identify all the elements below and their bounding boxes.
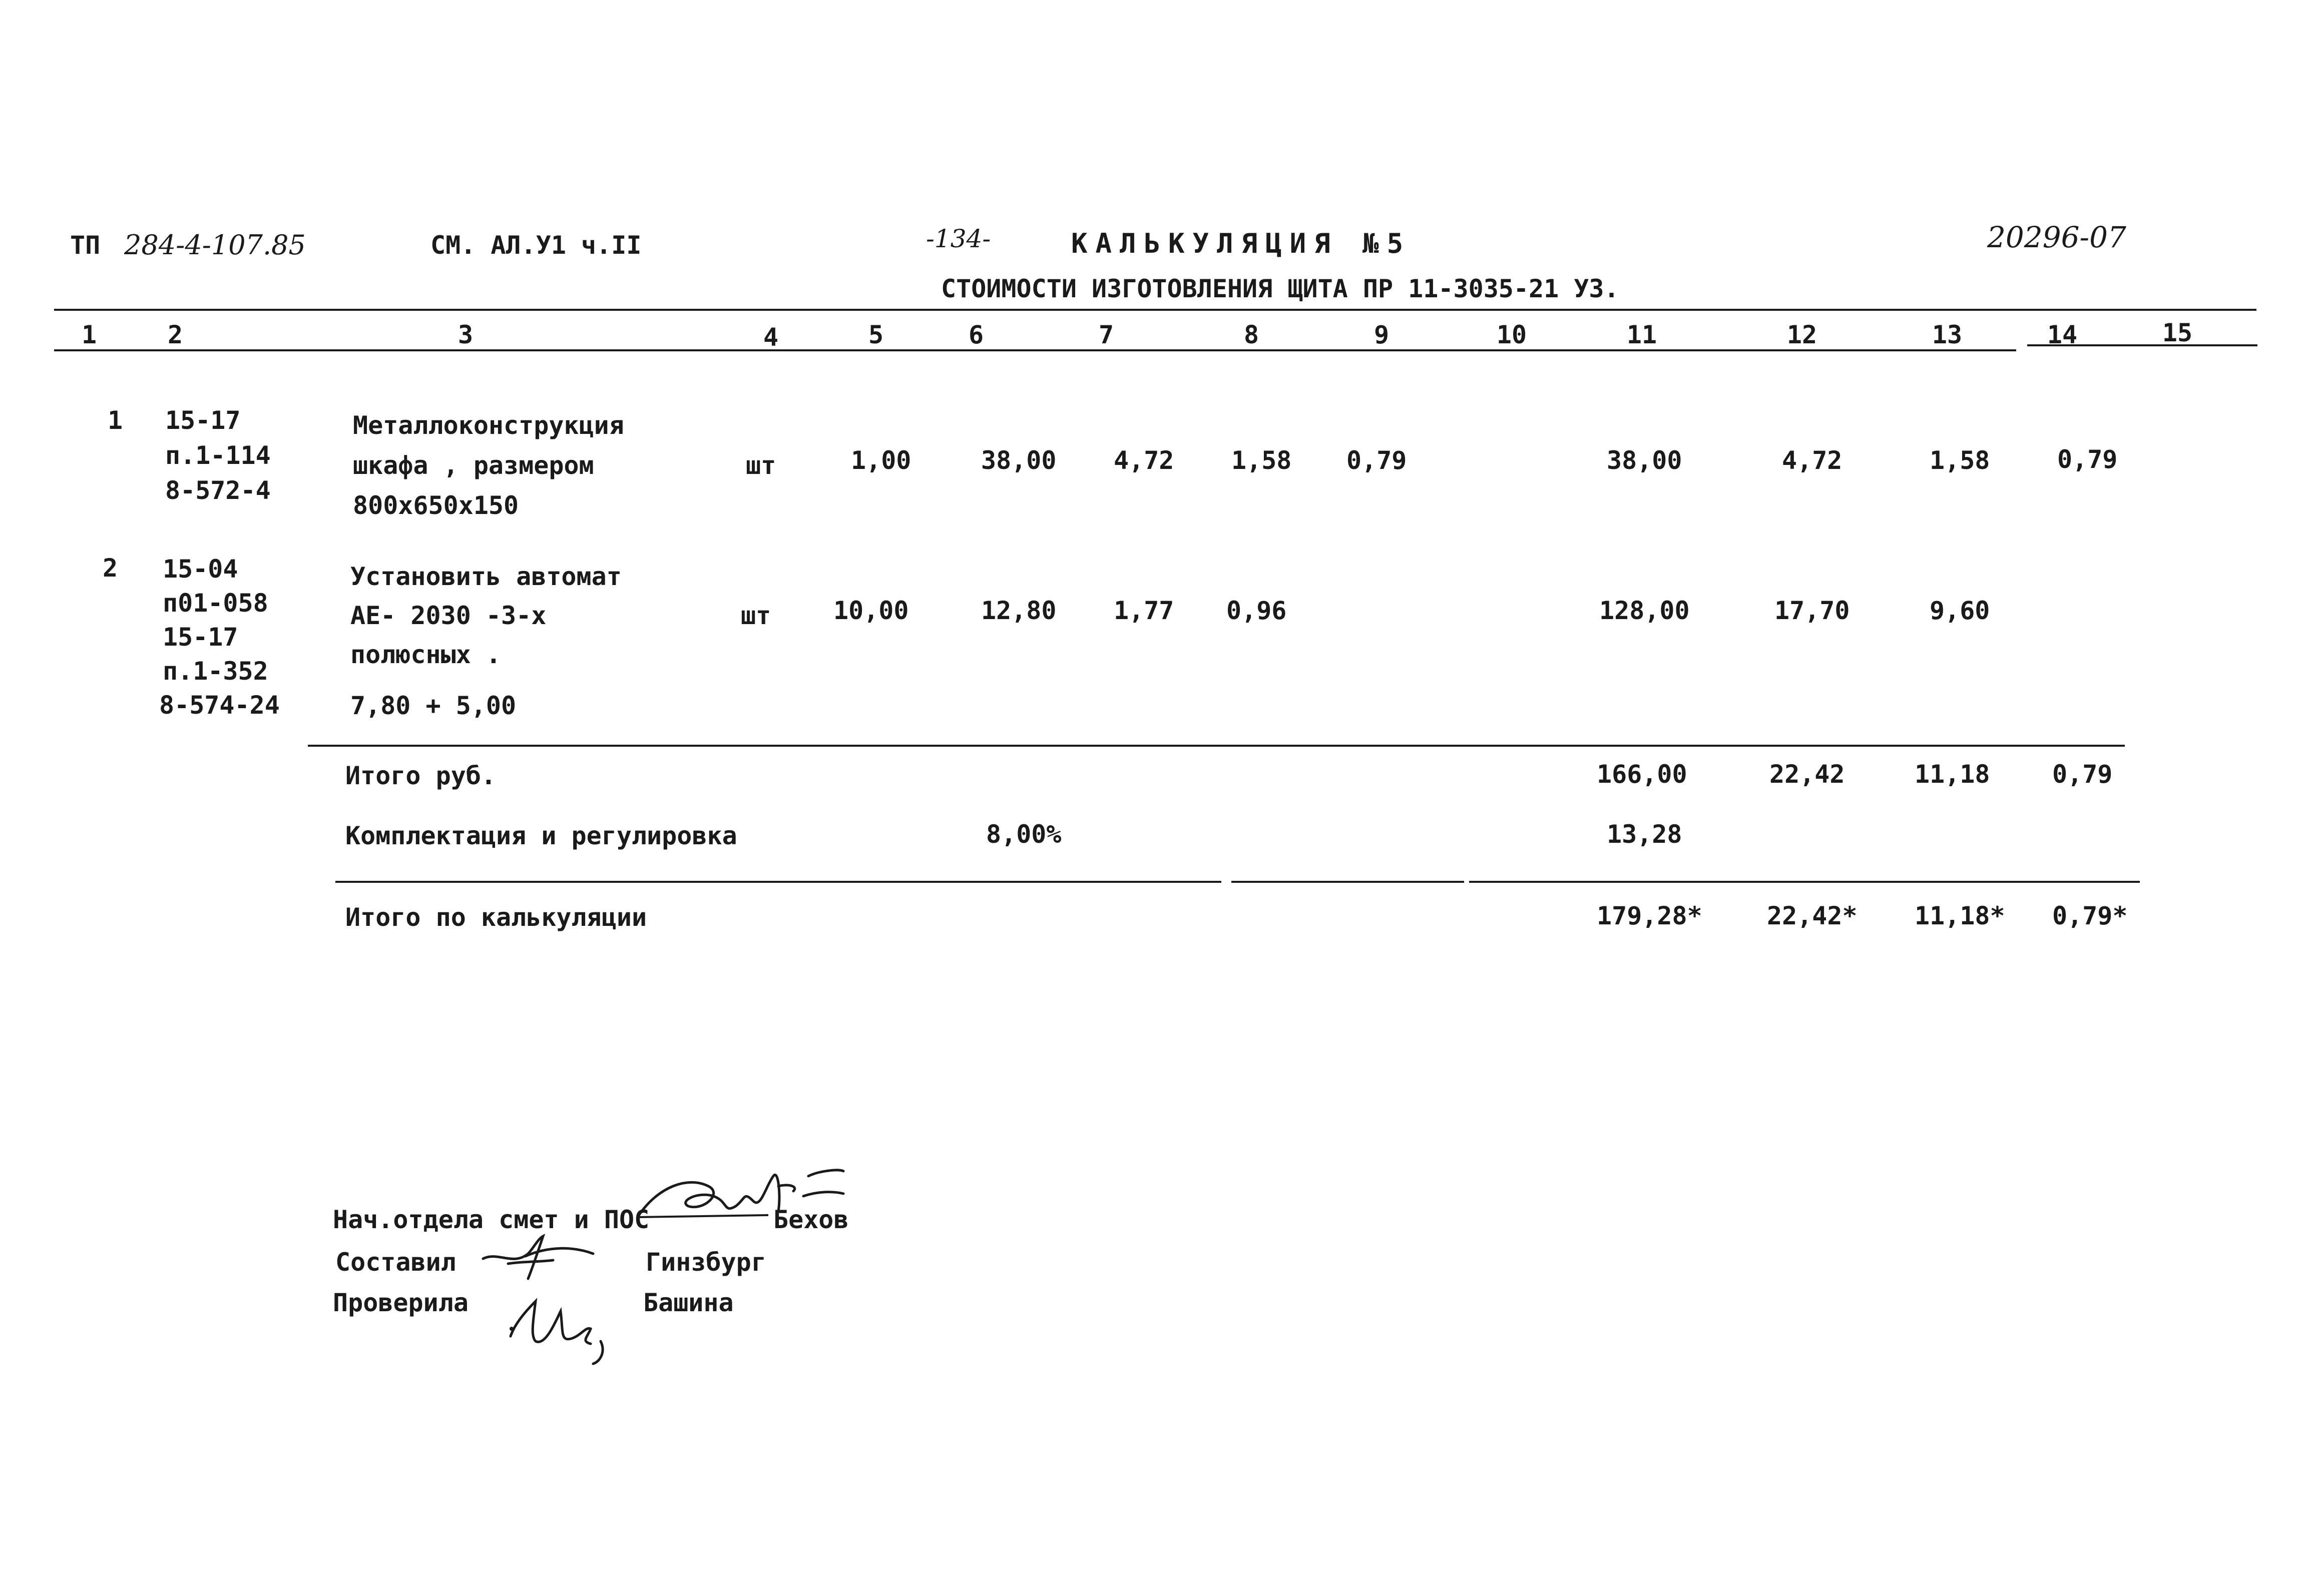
row-number: 2 <box>103 554 118 583</box>
row-description: 7,80 + 5,00 <box>350 691 517 720</box>
row-code: 15-17 <box>165 406 241 435</box>
row-code: п.1-352 <box>163 657 268 686</box>
col-header-12: 12 <box>1786 320 1817 349</box>
row-col6: 38,00 <box>981 446 1057 475</box>
row-code: 8-574-24 <box>159 691 280 720</box>
col-header-9: 9 <box>1373 320 1390 349</box>
col-header-15: 15 <box>2162 318 2193 347</box>
row-col7: 4,72 <box>1114 446 1174 475</box>
row-number: 1 <box>108 406 123 435</box>
total-col14: 0,79* <box>2052 901 2128 930</box>
signature-handwriting <box>628 1156 849 1234</box>
table-top-rule <box>54 309 2256 311</box>
total-col11: 179,28* <box>1597 901 1702 930</box>
extra-percent: 8,00% <box>986 820 1062 849</box>
row-description: шкафа , размером <box>353 451 594 480</box>
signature-role: Проверила <box>333 1288 469 1317</box>
document-code: 20296-07 <box>1987 220 2126 254</box>
row-col8: 0,96 <box>1226 596 1287 625</box>
row-code: п01-058 <box>163 589 268 618</box>
row-col13: 9,60 <box>1930 596 1990 625</box>
tp-number: 284-4-107.85 <box>124 229 306 261</box>
tp-label: ТП <box>70 231 101 260</box>
col-header-7: 7 <box>1098 320 1114 349</box>
row-description: полюсных . <box>350 640 502 669</box>
col-header-8: 8 <box>1243 320 1259 349</box>
total-col13: 11,18* <box>1915 901 2005 930</box>
row-description: 800х650х150 <box>353 491 519 520</box>
total-rule-1 <box>335 881 1221 883</box>
signature-name: Бехов <box>773 1205 849 1234</box>
row-col7: 1,77 <box>1114 596 1174 625</box>
row-col9: 0,79 <box>1346 446 1407 475</box>
row-code: 15-17 <box>163 623 238 652</box>
document-title: КАЛЬКУЛЯЦИЯ №5 <box>1071 228 1412 259</box>
row-col6: 12,80 <box>981 596 1057 625</box>
row-col11: 128,00 <box>1599 596 1690 625</box>
signature-name: Гинзбург <box>646 1248 766 1277</box>
col-header-14: 14 <box>2047 320 2078 349</box>
row-code: 15-04 <box>163 555 238 584</box>
col-header-11: 11 <box>1626 320 1657 349</box>
page-number: -134- <box>926 224 991 253</box>
col-header-5: 5 <box>868 320 884 349</box>
row-col14: 0,79 <box>2057 445 2118 474</box>
col-header-1: 1 <box>81 320 97 349</box>
row-col12: 4,72 <box>1782 446 1842 475</box>
subtotal-label: Итого руб. <box>345 761 497 790</box>
row-unit: шт <box>746 451 776 480</box>
document-subtitle: СТОИМОСТИ ИЗГОТОВЛЕНИЯ ЩИТА ПР 11-3035-21 УЗ. <box>941 274 1619 303</box>
total-col12: 22,42* <box>1767 901 1858 930</box>
col-header-10: 10 <box>1496 320 1527 349</box>
row-description: Установить автомат <box>350 562 622 591</box>
signature-handwriting <box>478 1231 603 1281</box>
extra-label: Комплектация и регулировка <box>345 821 737 850</box>
row-code: 8-572-4 <box>165 476 271 505</box>
row-unit: шт <box>741 601 771 630</box>
table-header-rule <box>54 349 2016 351</box>
row-qty: 10,00 <box>833 596 909 625</box>
row-description: Металлоконструкция <box>353 411 624 440</box>
row-col13: 1,58 <box>1930 446 1990 475</box>
row-col12: 17,70 <box>1774 596 1850 625</box>
total-rule-3 <box>1469 881 2140 883</box>
signature-name: Башина <box>643 1288 734 1317</box>
subtotal-col14: 0,79 <box>2052 760 2113 789</box>
col-header-3: 3 <box>457 320 474 349</box>
subtotal-col13: 11,18 <box>1915 760 1990 789</box>
col-header-4: 4 <box>763 323 779 352</box>
col-header-2: 2 <box>167 320 183 349</box>
extra-col11: 13,28 <box>1607 820 1682 849</box>
sheet-ref: СМ. АЛ.У1 ч.II <box>430 231 642 260</box>
subtotal-rule <box>308 745 2125 747</box>
row-col11: 38,00 <box>1607 446 1682 475</box>
row-col8: 1,58 <box>1231 446 1292 475</box>
subtotal-col12: 22,42 <box>1769 760 1845 789</box>
row-description: АЕ- 2030 -3-х <box>350 601 547 630</box>
signature-role: Нач.отдела смет и ПОС <box>333 1205 650 1234</box>
signature-role: Составил <box>335 1248 456 1277</box>
total-rule-2 <box>1231 881 1464 883</box>
row-code: п.1-114 <box>165 441 271 470</box>
total-label: Итого по калькуляции <box>345 903 647 932</box>
col-header-13: 13 <box>1932 320 1963 349</box>
subtotal-col11: 166,00 <box>1597 760 1687 789</box>
row-qty: 1,00 <box>851 446 911 475</box>
col-header-6: 6 <box>968 320 984 349</box>
signature-handwriting <box>501 1281 621 1366</box>
